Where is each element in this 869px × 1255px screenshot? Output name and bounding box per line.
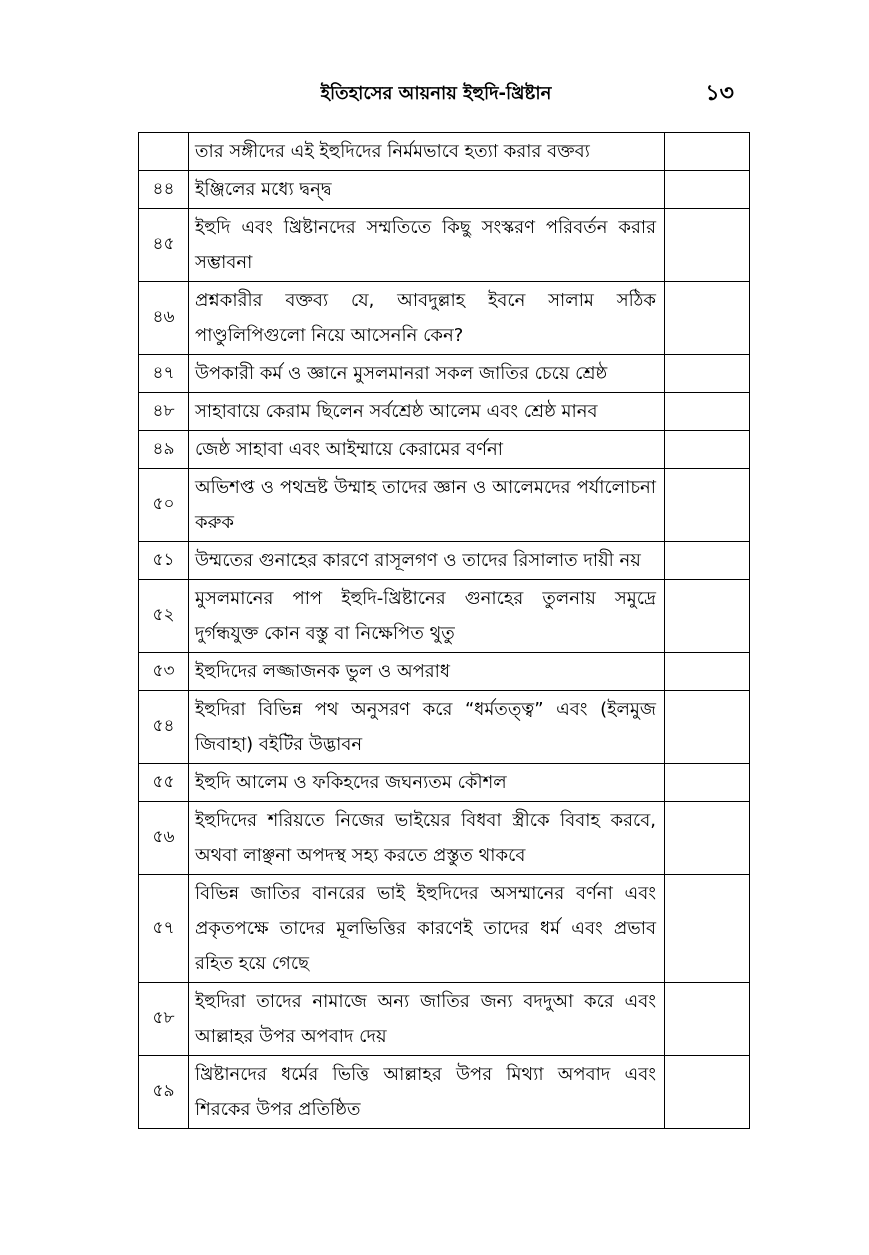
entry-number: ৪৬ xyxy=(139,282,189,355)
entry-number: ৪৪ xyxy=(139,171,189,209)
table-row xyxy=(139,355,750,393)
entry-number: ৫৯ xyxy=(139,1056,189,1129)
entry-title: ইহুদিদের শরিয়তে নিজের ভাইয়ের বিধবা স্ত্রীকে বিবাহ করবে, অথবা লাঞ্ছনা অপদস্থ সহ্য করতে প্রস্তুত থাকবে xyxy=(189,802,665,875)
entry-page-cell xyxy=(665,469,750,542)
entry-title: উপকারী কর্ম ও জ্ঞানে মুসলমানরা সকল জাতির চেয়ে শ্রেষ্ঠ xyxy=(189,355,665,393)
entry-page-cell xyxy=(665,764,750,802)
table-row xyxy=(139,282,750,355)
entry-page-cell xyxy=(665,542,750,580)
entry-number: ৫০ xyxy=(139,469,189,542)
entry-title: ইহুদি এবং খ্রিষ্টানদের সম্মতিতে কিছু সংস্করণ পরিবর্তন করার সম্ভাবনা xyxy=(189,209,665,282)
contents-table xyxy=(138,132,750,1129)
entry-title: জেষ্ঠ সাহাবা এবং আইম্মায়ে কেরামের বর্ণনা xyxy=(189,431,665,469)
entry-page-cell xyxy=(665,875,750,983)
table-row xyxy=(139,542,750,580)
entry-page-cell xyxy=(665,431,750,469)
entry-page-cell xyxy=(665,393,750,431)
table-row xyxy=(139,469,750,542)
entry-number: ৪৫ xyxy=(139,209,189,282)
entry-number: ৫১ xyxy=(139,542,189,580)
table-row xyxy=(139,983,750,1056)
contents-table-body xyxy=(139,133,750,1129)
entry-number: ৫৩ xyxy=(139,653,189,691)
table-row xyxy=(139,802,750,875)
table-row xyxy=(139,875,750,983)
entry-page-cell xyxy=(665,802,750,875)
entry-number: ৫৮ xyxy=(139,983,189,1056)
entry-number: ৫৬ xyxy=(139,802,189,875)
entry-number xyxy=(139,133,189,171)
entry-page-cell xyxy=(665,1056,750,1129)
entry-number: ৪৮ xyxy=(139,393,189,431)
entry-number: ৪৯ xyxy=(139,431,189,469)
entry-page-cell xyxy=(665,653,750,691)
table-row xyxy=(139,580,750,653)
entry-title: বিভিন্ন জাতির বানরের ভাই ইহুদিদের অসম্মানের বর্ণনা এবং প্রকৃতপক্ষে তাদের মূলভিত্তির কারণেই তাদের ধর্ম এবং প্রভাব রহিত হয়ে গেছে xyxy=(189,875,665,983)
entry-title: ইহুদিরা তাদের নামাজে অন্য জাতির জন্য বদদুআ করে এবং আল্লাহর উপর অপবাদ দেয় xyxy=(189,983,665,1056)
table-row xyxy=(139,431,750,469)
entry-title: ইহুদি আলেম ও ফকিহদের জঘন্যতম কৌশল xyxy=(189,764,665,802)
entry-title: ইহুদিদের লজ্জাজনক ভুল ও অপরাধ xyxy=(189,653,665,691)
table-row xyxy=(139,1056,750,1129)
entry-page-cell xyxy=(665,691,750,764)
entry-title: ইহুদিরা বিভিন্ন পথ অনুসরণ করে “ধর্মতত্ত্ব” এবং (ইলমুজ জিবাহা) বইটির উদ্ভাবন xyxy=(189,691,665,764)
entry-title: প্রশ্নকারীর বক্তব্য যে, আবদুল্লাহ ইবনে সালাম সঠিক পাণ্ডুলিপিগুলো নিয়ে আসেননি কেন? xyxy=(189,282,665,355)
page-header xyxy=(138,78,734,114)
table-row xyxy=(139,653,750,691)
table-row xyxy=(139,209,750,282)
entry-title: মুসলমানের পাপ ইহুদি-খ্রিষ্টানের গুনাহের তুলনায় সমুদ্রে দুর্গন্ধযুক্ত কোন বস্তু বা নিক্ষেপিত থুতু xyxy=(189,580,665,653)
entry-page-cell xyxy=(665,282,750,355)
entry-title: সাহাবায়ে কেরাম ছিলেন সর্বশ্রেষ্ঠ আলেম এবং শ্রেষ্ঠ মানব xyxy=(189,393,665,431)
entry-number: ৫৭ xyxy=(139,875,189,983)
table-row xyxy=(139,393,750,431)
table-row xyxy=(139,691,750,764)
entry-page-cell xyxy=(665,983,750,1056)
entry-page-cell xyxy=(665,209,750,282)
table-row xyxy=(139,764,750,802)
entry-title: অভিশপ্ত ও পথভ্রষ্ট উম্মাহ তাদের জ্ঞান ও আলেমদের পর্যালোচনা করুক xyxy=(189,469,665,542)
entry-number: ৪৭ xyxy=(139,355,189,393)
table-row xyxy=(139,171,750,209)
entry-title: খ্রিষ্টানদের ধর্মের ভিত্তি আল্লাহর উপর মিথ্যা অপবাদ এবং শিরকের উপর প্রতিষ্ঠিত xyxy=(189,1056,665,1129)
entry-number: ৫৫ xyxy=(139,764,189,802)
entry-page-cell xyxy=(665,580,750,653)
entry-title: ইঞ্জিলের মধ্যে দ্বন্দ্ব xyxy=(189,171,665,209)
entry-page-cell xyxy=(665,355,750,393)
page-number: ১৩ xyxy=(705,81,734,106)
table-row xyxy=(139,133,750,171)
entry-number: ৫৪ xyxy=(139,691,189,764)
entry-title: উম্মতের গুনাহের কারণে রাসূলগণ ও তাদের রিসালাত দায়ী নয় xyxy=(189,542,665,580)
running-title: ইতিহাসের আয়নায় ইহুদি-খ্রিষ্টান xyxy=(320,83,552,104)
entry-title: তার সঙ্গীদের এই ইহুদিদের নির্মমভাবে হত্যা করার বক্তব্য xyxy=(189,133,665,171)
entry-number: ৫২ xyxy=(139,580,189,653)
entry-page-cell xyxy=(665,171,750,209)
entry-page-cell xyxy=(665,133,750,171)
